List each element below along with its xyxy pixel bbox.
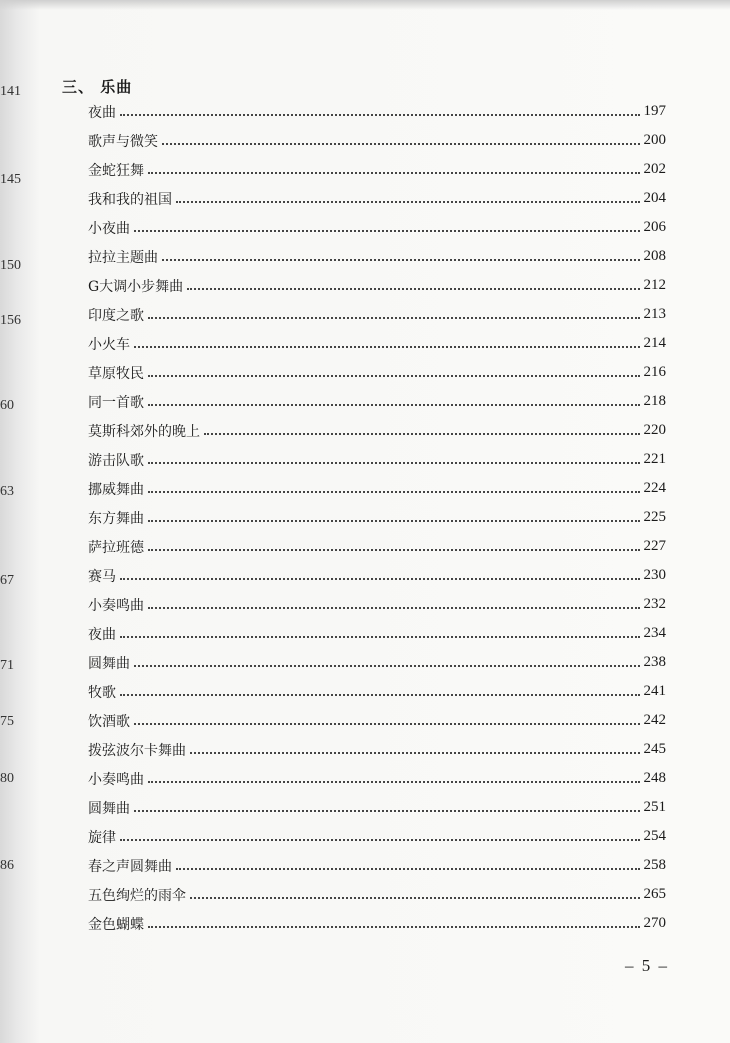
toc-entry-page: 232 (643, 596, 666, 612)
toc-entry-title: 东方舞曲 (88, 510, 144, 527)
toc-entry-title: 拉拉主题曲 (88, 249, 158, 266)
dot-leader (120, 113, 640, 116)
toc-entry (88, 677, 666, 706)
toc-entry-page: 216 (643, 364, 666, 380)
toc-entry-title: 莫斯科郊外的晚上 (88, 423, 200, 440)
toc-entry-title: 夜曲 (88, 626, 116, 643)
margin-number: 63 (0, 484, 14, 499)
toc-entry-page: 202 (643, 161, 666, 177)
dot-leader (120, 577, 640, 580)
toc-entry (88, 561, 666, 590)
toc-entry-page: 224 (643, 480, 666, 496)
toc-entry-title: 同一首歌 (88, 394, 144, 411)
toc-entry-title: 金蛇狂舞 (88, 162, 144, 179)
toc-entry (88, 387, 666, 416)
toc-entry-page: 234 (643, 625, 666, 641)
toc-entry-title: 赛马 (88, 568, 116, 585)
toc-entry-title: 小奏鸣曲 (88, 597, 144, 614)
toc-entry-page: 204 (643, 190, 666, 206)
toc-entry-page: 241 (643, 683, 666, 699)
dot-leader (148, 374, 640, 377)
toc-entry (88, 706, 666, 735)
dot-leader (148, 780, 640, 783)
toc-entry-title: 游击队歌 (88, 452, 144, 469)
dot-leader (148, 548, 640, 551)
toc-entry (88, 416, 666, 445)
dot-leader (176, 867, 640, 870)
scan-edge-shadow (0, 0, 730, 10)
toc-entry (88, 851, 666, 880)
toc-entry-page: 238 (643, 654, 666, 670)
margin-number: 150 (0, 258, 21, 273)
dot-leader (120, 838, 640, 841)
toc-entry (88, 648, 666, 677)
dot-leader (148, 519, 640, 522)
toc-entry-page: 248 (643, 770, 666, 786)
toc-entry-title: 牧歌 (88, 684, 116, 701)
toc-entry-title: 五色绚烂的雨伞 (88, 887, 186, 904)
dot-leader (148, 403, 640, 406)
toc-entry-title: G大调小步舞曲 (88, 278, 184, 295)
toc-entry-title: 草原牧民 (88, 365, 144, 382)
toc-entry (88, 822, 666, 851)
page-number: – 5 – (625, 956, 669, 975)
dot-leader (120, 693, 640, 696)
margin-number: 60 (0, 398, 14, 413)
dot-leader (162, 258, 640, 261)
toc-entry-page: 212 (643, 277, 666, 293)
toc-entry-title: 挪威舞曲 (88, 481, 144, 498)
toc-entry-page: 225 (643, 509, 666, 525)
toc-entry-page: 230 (643, 567, 666, 583)
toc-entry-title: 饮酒歌 (88, 713, 130, 730)
toc-entry (88, 271, 666, 300)
margin-number: 145 (0, 172, 21, 187)
toc-entry-page: 208 (643, 248, 666, 264)
dot-leader (148, 606, 640, 609)
dot-leader (134, 345, 640, 348)
toc-entry-page: 214 (643, 335, 666, 351)
toc-entry-page: 265 (643, 886, 666, 902)
margin-number: 156 (0, 313, 21, 328)
toc-entry (88, 445, 666, 474)
dot-leader (120, 635, 640, 638)
toc-entry-page: 221 (643, 451, 666, 467)
toc-entry (88, 909, 666, 938)
toc-entry (88, 126, 666, 155)
toc-entry (88, 764, 666, 793)
toc-entry-page: 213 (643, 306, 666, 322)
margin-number: 75 (0, 714, 14, 729)
toc-entry (88, 358, 666, 387)
toc-entry (88, 474, 666, 503)
margin-number: 67 (0, 573, 14, 588)
dot-leader (134, 722, 640, 725)
dot-leader (134, 229, 640, 232)
table-of-contents (88, 97, 666, 938)
toc-entry-page: 251 (643, 799, 666, 815)
dot-leader (190, 751, 640, 754)
dot-leader (162, 142, 640, 145)
toc-entry-title: 圆舞曲 (88, 655, 130, 672)
dot-leader (204, 432, 640, 435)
dot-leader (134, 664, 640, 667)
toc-entry-page: 218 (643, 393, 666, 409)
margin-number: 71 (0, 658, 14, 673)
toc-entry-title: 小奏鸣曲 (88, 771, 144, 788)
toc-entry-page: 270 (643, 915, 666, 931)
toc-entry-title: 金色蝴蝶 (88, 916, 144, 933)
toc-entry-title: 夜曲 (88, 104, 116, 121)
toc-entry-title: 我和我的祖国 (88, 191, 172, 208)
toc-entry-page: 206 (643, 219, 666, 235)
toc-entry (88, 97, 666, 126)
toc-entry-title: 小夜曲 (88, 220, 130, 237)
toc-entry-title: 拨弦波尔卡舞曲 (88, 742, 186, 759)
toc-entry-page: 197 (643, 103, 666, 119)
toc-entry (88, 880, 666, 909)
toc-entry (88, 184, 666, 213)
toc-entry (88, 213, 666, 242)
toc-entry (88, 590, 666, 619)
toc-entry-page: 220 (643, 422, 666, 438)
margin-number: 80 (0, 771, 14, 786)
dot-leader (148, 461, 640, 464)
dot-leader (134, 809, 640, 812)
toc-entry-title: 小火车 (88, 336, 130, 353)
toc-entry (88, 242, 666, 271)
dot-leader (148, 316, 640, 319)
toc-entry (88, 532, 666, 561)
toc-entry-title: 旋律 (88, 829, 116, 846)
toc-entry-page: 200 (643, 132, 666, 148)
toc-entry (88, 735, 666, 764)
toc-entry (88, 503, 666, 532)
toc-entry-page: 258 (643, 857, 666, 873)
toc-entry-title: 圆舞曲 (88, 800, 130, 817)
dot-leader (176, 200, 640, 203)
toc-entry-title: 春之声圆舞曲 (88, 858, 172, 875)
toc-entry-page: 227 (643, 538, 666, 554)
toc-entry-page: 254 (643, 828, 666, 844)
toc-entry (88, 300, 666, 329)
toc-entry (88, 329, 666, 358)
margin-number: 86 (0, 858, 14, 873)
toc-entry-page: 242 (643, 712, 666, 728)
dot-leader (187, 287, 639, 290)
toc-entry-title: 萨拉班德 (88, 539, 144, 556)
toc-entry-page: 245 (643, 741, 666, 757)
toc-entry (88, 155, 666, 184)
toc-entry-title: 印度之歌 (88, 307, 144, 324)
section-title: 三、 乐曲 (62, 78, 133, 96)
margin-number: 141 (0, 84, 21, 99)
dot-leader (148, 490, 640, 493)
dot-leader (148, 171, 640, 174)
toc-entry-title: 歌声与微笑 (88, 133, 158, 150)
dot-leader (190, 896, 640, 899)
toc-entry (88, 793, 666, 822)
dot-leader (148, 925, 640, 928)
toc-entry (88, 619, 666, 648)
